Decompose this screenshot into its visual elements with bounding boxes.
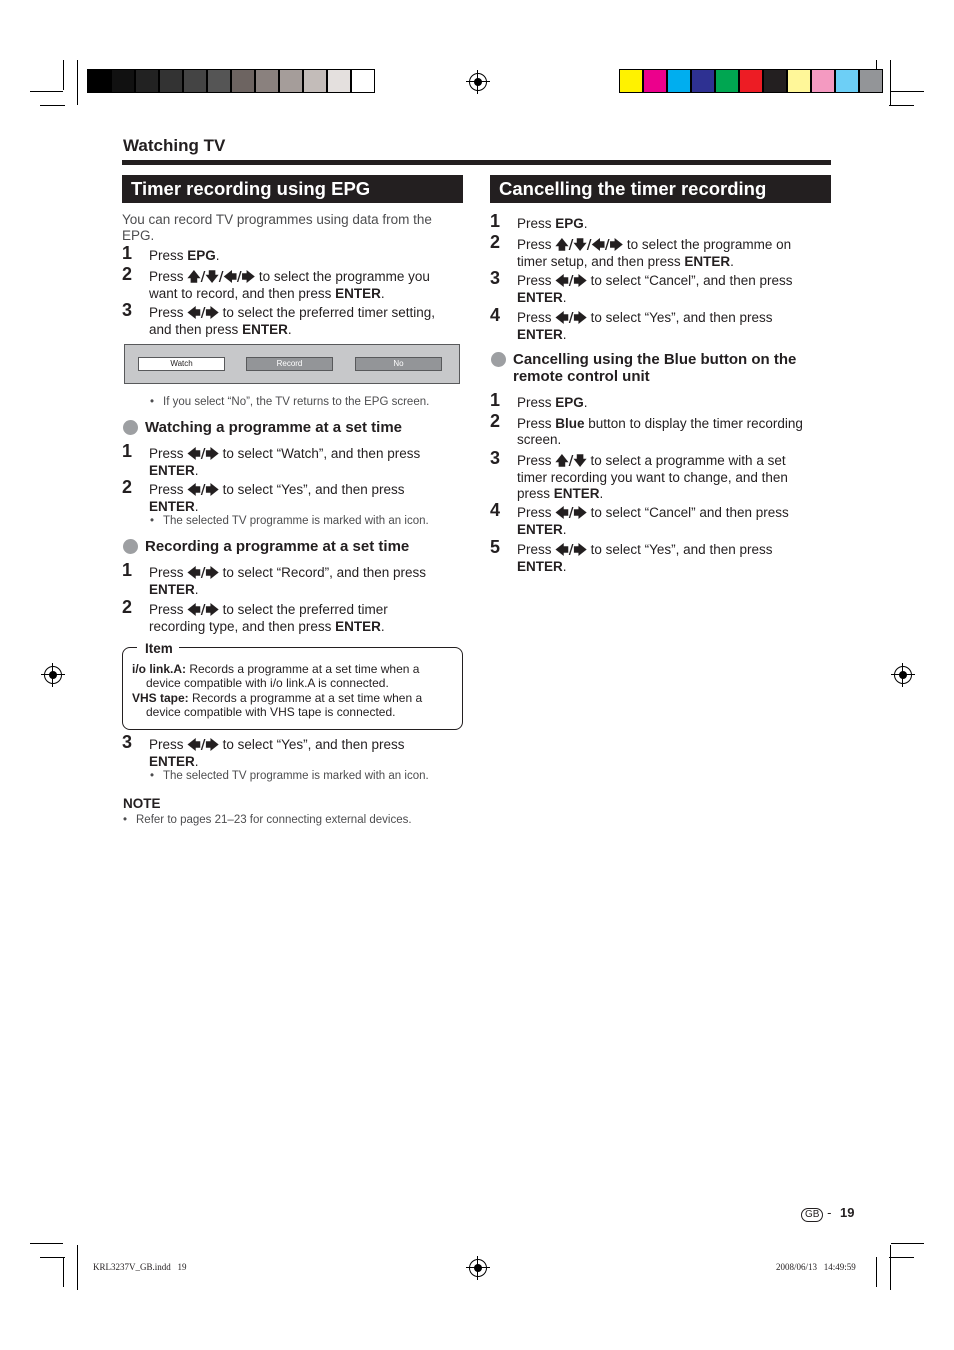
step-text: . <box>194 499 199 514</box>
color-swatch <box>619 69 643 93</box>
step-text: . <box>194 754 199 769</box>
step-text: . <box>583 216 588 231</box>
bullet-circle-icon <box>123 539 138 554</box>
step-text: Press <box>149 269 188 284</box>
crop-mark <box>889 1257 914 1258</box>
page-separator: - <box>827 1205 832 1220</box>
step-text: press <box>517 486 554 501</box>
item-term: i/o link.A: <box>132 662 186 676</box>
crop-mark <box>77 60 78 105</box>
registration-mark-icon <box>469 73 487 91</box>
step-text: to select “Yes”, and then press <box>586 310 773 325</box>
left-title-bar: Timer recording using EPG <box>122 175 463 203</box>
right-title-bar: Cancelling the timer recording <box>490 175 831 203</box>
step-text: Press <box>517 216 556 231</box>
color-swatch <box>255 69 279 93</box>
step-text: to select “Yes”, and then press <box>586 542 773 557</box>
step-number: 1 <box>122 560 133 580</box>
print-date: 2008/06/13 14:49:59 <box>776 1262 856 1272</box>
note-text: • Refer to pages 21–23 for connecting external devices. <box>136 813 412 827</box>
enter-key: ENTER <box>684 254 731 269</box>
step-text: . <box>215 248 220 263</box>
step-text: to select “Watch”, and then press <box>218 446 421 461</box>
timer-setting-screen <box>124 344 460 384</box>
arrow-keys-icon: 🡄/🡆 <box>555 543 587 558</box>
color-swatch <box>351 69 375 93</box>
crop-mark <box>40 105 65 106</box>
color-swatch <box>111 69 135 93</box>
item-caption: Item <box>137 641 179 656</box>
enter-key: ENTER <box>242 322 288 337</box>
step-text: Press <box>149 305 188 320</box>
step-number: 2 <box>122 597 133 617</box>
step-text: Press <box>149 482 188 497</box>
enter-key: ENTER <box>553 486 600 501</box>
gray-color-bar <box>87 69 375 93</box>
item-desc: Records a programme at a set time when a <box>188 691 423 705</box>
step-text: Press <box>517 395 556 410</box>
step-text: Press <box>517 416 556 431</box>
item-term: VHS tape: <box>132 691 189 705</box>
arrow-keys-icon: 🡅/🡇 <box>555 454 587 469</box>
step-number: 3 <box>490 448 501 468</box>
color-swatch <box>279 69 303 93</box>
crop-mark <box>891 1243 924 1244</box>
step-text: to select “Cancel”, and then press <box>586 273 793 288</box>
color-swatch <box>207 69 231 93</box>
step-text: to select “Cancel” and then press <box>586 505 789 520</box>
enter-key: ENTER <box>335 286 381 301</box>
step-text: . <box>562 290 567 305</box>
crop-mark <box>890 60 891 105</box>
color-swatch <box>87 69 111 93</box>
file-slug: KRL3237V_GB.indd 19 <box>93 1262 187 1272</box>
color-swatch <box>183 69 207 93</box>
step-text: to select the preferred timer <box>218 602 388 617</box>
step-text: Press <box>517 453 556 468</box>
enter-key: ENTER <box>149 499 195 514</box>
step-number: 2 <box>490 232 501 252</box>
enter-key: ENTER <box>149 463 195 478</box>
step-number: 1 <box>122 243 133 263</box>
step-text: . <box>194 582 199 597</box>
item-line: device compatible with i/o link.A is connected. <box>146 676 389 690</box>
step-text: . <box>583 395 588 410</box>
step-text: recording type, and then press <box>149 619 336 634</box>
item-box <box>122 641 463 730</box>
watch-option[interactable]: Watch <box>138 357 225 371</box>
step-text: button to display the timer recording <box>584 416 803 431</box>
color-swatch <box>835 69 859 93</box>
step-text: timer recording you want to change, and then <box>517 470 788 485</box>
crop-mark <box>30 91 63 92</box>
region-badge: GB <box>801 1208 823 1222</box>
color-swatch <box>159 69 183 93</box>
color-swatch <box>739 69 763 93</box>
enter-key: ENTER <box>149 754 195 769</box>
arrow-keys-icon: 🡄/🡆 <box>187 566 219 581</box>
crop-mark <box>891 91 924 92</box>
enter-key: ENTER <box>517 559 563 574</box>
step-text: Press <box>149 565 188 580</box>
step-number: 4 <box>490 500 501 520</box>
color-swatch <box>859 69 883 93</box>
enter-key: ENTER <box>517 290 563 305</box>
enter-key: ENTER <box>335 619 381 634</box>
step-text: Press <box>517 542 556 557</box>
step-number: 2 <box>490 411 501 431</box>
color-swatch <box>643 69 667 93</box>
step-text: to select “Record”, and then press <box>218 565 426 580</box>
record-option[interactable]: Record <box>246 357 333 371</box>
item-line <box>132 691 422 705</box>
step-text: . <box>380 286 385 301</box>
bullet-note: • The selected TV programme is marked with an icon. <box>163 769 429 783</box>
arrow-keys-icon: 🡅/🡇/🡄/🡆 <box>555 238 624 253</box>
step-number: 3 <box>122 732 133 752</box>
step-number: 2 <box>122 264 133 284</box>
step-text: . <box>287 322 292 337</box>
step-text: Press <box>149 602 188 617</box>
color-swatch <box>135 69 159 93</box>
step-text: Press <box>149 248 188 263</box>
blue-key: Blue <box>555 416 585 431</box>
step-number: 3 <box>490 268 501 288</box>
item-line: device compatible with VHS tape is connected. <box>146 705 396 719</box>
step-text: . <box>730 254 734 269</box>
crop-mark <box>63 1257 64 1287</box>
crop-mark <box>889 105 914 106</box>
arrow-keys-icon: 🡄/🡆 <box>555 506 587 521</box>
step-text: want to record, and then press <box>149 286 336 301</box>
process-color-bar <box>619 69 883 93</box>
epg-key: EPG <box>555 395 584 410</box>
step-text: . <box>562 559 567 574</box>
crop-mark <box>63 60 64 90</box>
step-text: Press <box>517 310 556 325</box>
registration-mark-icon <box>894 666 912 684</box>
note-heading: NOTE <box>123 796 161 811</box>
step-text: Press <box>149 446 188 461</box>
step-text: to select the preferred timer setting, <box>218 305 435 320</box>
arrow-keys-icon: 🡄/🡆 <box>187 306 219 321</box>
step-text: Press <box>517 273 556 288</box>
step-text: Press <box>517 505 556 520</box>
step-text: . <box>194 463 199 478</box>
step-number: 1 <box>490 390 501 410</box>
registration-mark-icon <box>44 666 62 684</box>
subsection-heading: remote control unit <box>513 368 650 385</box>
step-text: timer setup, and then press <box>517 254 685 269</box>
step-number: 1 <box>490 211 501 231</box>
color-swatch <box>667 69 691 93</box>
color-swatch <box>763 69 787 93</box>
item-line <box>132 662 419 676</box>
step-text: and then press <box>149 322 243 337</box>
subsection-heading: Watching a programme at a set time <box>145 419 403 436</box>
color-swatch <box>327 69 351 93</box>
step-number: 4 <box>490 305 501 325</box>
color-swatch <box>811 69 835 93</box>
step-text: . <box>599 486 604 501</box>
page-number: 19 <box>840 1205 855 1220</box>
bullet-note: • The selected TV programme is marked with an icon. <box>163 514 429 528</box>
step-number: 3 <box>122 300 133 320</box>
step-text: to select a programme with a set <box>586 453 786 468</box>
step-text: . <box>562 522 567 537</box>
step-text: to select the programme on <box>623 237 792 252</box>
bullet-circle-icon <box>123 420 138 435</box>
page-number-block <box>801 1205 855 1222</box>
header-rule <box>122 160 831 165</box>
crop-mark <box>30 1243 63 1244</box>
epg-key: EPG <box>555 216 584 231</box>
step-text: to select “Yes”, and then press <box>218 482 405 497</box>
bullet-note: • If you select “No”, the TV returns to the EPG screen. <box>163 395 429 409</box>
arrow-keys-icon: 🡄/🡆 <box>187 447 219 462</box>
item-desc: Records a programme at a set time when a <box>186 662 420 676</box>
enter-key: ENTER <box>149 582 195 597</box>
section-title: Watching TV <box>123 136 226 155</box>
intro-text: You can record TV programmes using data from the EPG. <box>122 212 432 243</box>
enter-key: ENTER <box>517 327 563 342</box>
step-number: 5 <box>490 537 501 557</box>
step-text: to select “Yes”, and then press <box>218 737 405 752</box>
step-text: screen. <box>517 432 562 447</box>
enter-key: ENTER <box>517 522 563 537</box>
color-swatch <box>303 69 327 93</box>
subsection-heading: Recording a programme at a set time <box>145 538 410 555</box>
arrow-keys-icon: 🡄/🡆 <box>555 274 587 289</box>
crop-mark <box>890 1245 891 1290</box>
step-text: Press <box>149 737 188 752</box>
arrow-keys-icon: 🡄/🡆 <box>187 603 219 618</box>
subsection-heading: Cancelling using the Blue button on the <box>513 351 797 368</box>
step-number: 1 <box>122 441 133 461</box>
registration-mark-icon <box>469 1259 487 1277</box>
step-text: Press <box>517 237 556 252</box>
color-swatch <box>231 69 255 93</box>
crop-mark <box>77 1245 78 1290</box>
arrow-keys-icon: 🡅/🡇/🡄/🡆 <box>187 270 256 285</box>
arrow-keys-icon: 🡄/🡆 <box>555 311 587 326</box>
step-number: 2 <box>122 477 133 497</box>
arrow-keys-icon: 🡄/🡆 <box>187 483 219 498</box>
step-text: . <box>562 327 567 342</box>
no-option[interactable]: No <box>355 357 442 371</box>
step-text: . <box>380 619 385 634</box>
color-swatch <box>691 69 715 93</box>
arrow-keys-icon: 🡄/🡆 <box>187 738 219 753</box>
color-swatch <box>715 69 739 93</box>
bullet-circle-icon <box>491 352 506 367</box>
crop-mark <box>40 1257 65 1258</box>
step-text: to select the programme you <box>255 269 430 284</box>
crop-mark <box>876 1257 877 1287</box>
color-swatch <box>787 69 811 93</box>
epg-key: EPG <box>187 248 216 263</box>
